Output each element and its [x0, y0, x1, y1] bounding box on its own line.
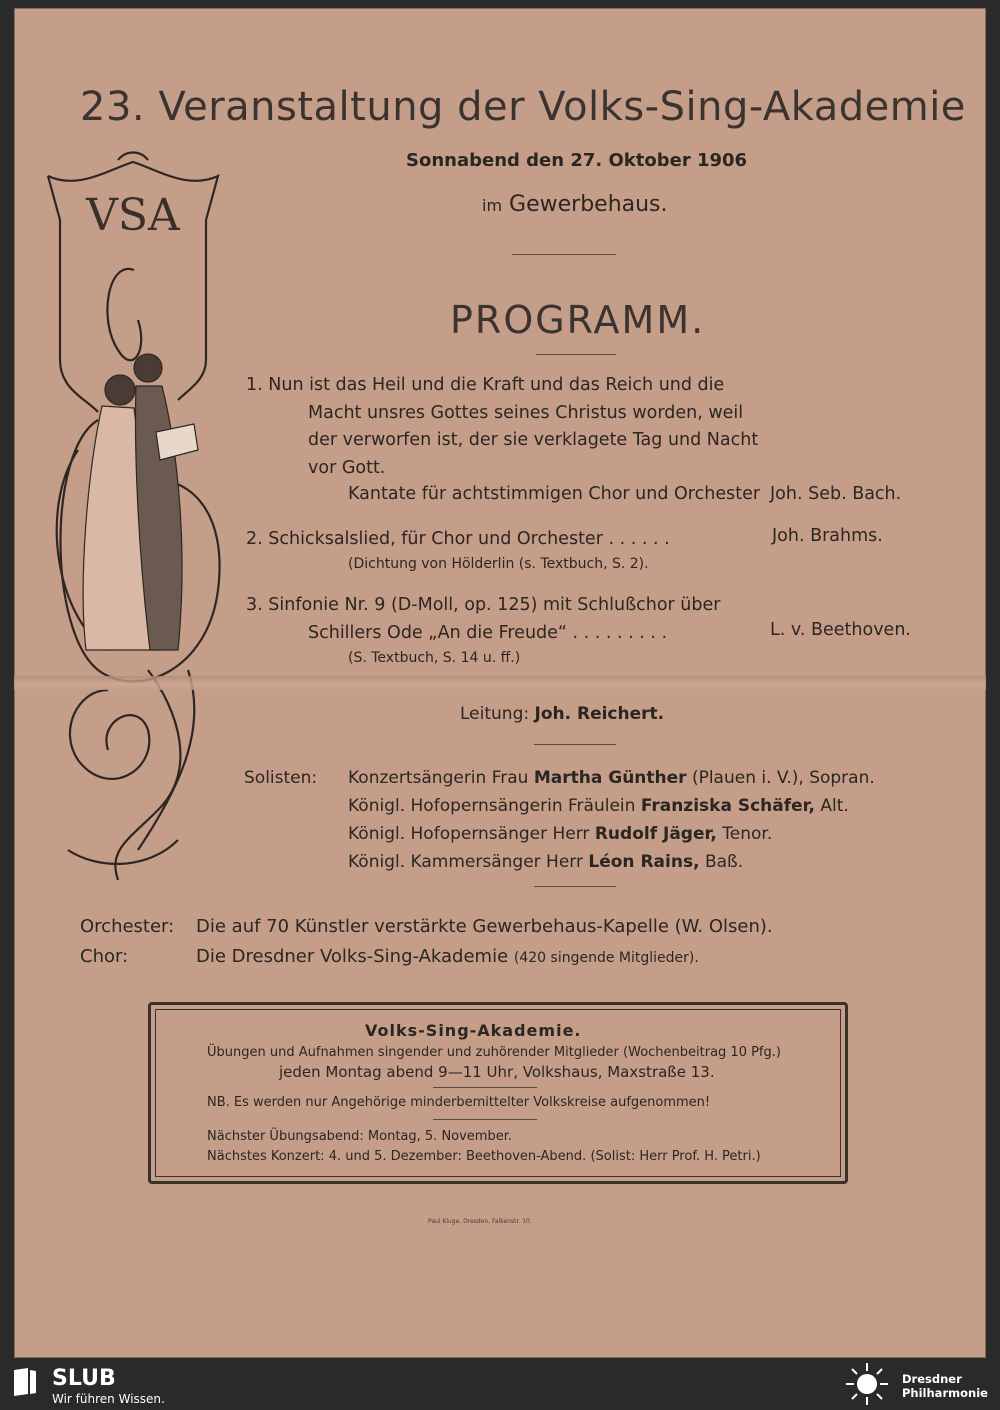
venue-prefix: im [482, 196, 503, 215]
slub-logo-icon [10, 1366, 40, 1398]
vsa-monogram: VSA [86, 190, 180, 241]
item-line: der verworfen ist, der sie verklagete Tag und Nacht [308, 430, 759, 450]
item-composer: L. v. Beethoven. [770, 620, 911, 640]
program-item-3 [246, 592, 720, 647]
printer-imprint: Paul Kluge, Dresden, Falkenstr. 10. [428, 1218, 532, 1225]
footer-bar [0, 1358, 1000, 1410]
poster-title: 23. Veranstaltung der Volks-Sing-Akademie [80, 84, 966, 130]
choir-singers-illustration [38, 150, 228, 890]
divider [536, 354, 616, 355]
conductor-label: Leitung: [460, 704, 530, 724]
box-line-1: Übungen und Aufnahmen singender und zuhörender Mitglieder (Wochenbeitrag 10 Pfg.) [207, 1045, 781, 1060]
poster-sheet [14, 8, 986, 1358]
event-date: Sonnabend den 27. Oktober 1906 [406, 150, 748, 171]
divider [534, 886, 616, 887]
soloist-row: Königl. Kammersänger Herr Léon Rains, Baß. [348, 852, 744, 872]
box-line-2: jeden Montag abend 9—11 Uhr, Volkshaus, Maxstraße 13. [279, 1063, 715, 1081]
choir-label: Chor: [80, 946, 129, 967]
soloist-row: Konzertsängerin Frau Martha Günther (Plauen i. V.), Sopran. [348, 768, 875, 788]
program-item-2: 2. Schicksalslied, für Chor und Orchester . . . . . . [246, 529, 670, 549]
slub-brand[interactable]: SLUB [52, 1366, 116, 1391]
conductor [460, 704, 664, 724]
divider [534, 744, 616, 745]
orchestra-label: Orchester: [80, 916, 175, 937]
event-venue [482, 192, 668, 217]
choir-text: Die Dresdner Volks-Sing-Akademie (420 singende Mitglieder). [196, 946, 699, 967]
item-line: Macht unsres Gottes seines Christus worden, weil [308, 402, 744, 423]
divider [433, 1119, 537, 1120]
conductor-name: Joh. Reichert. [534, 704, 665, 724]
box-title: Volks-Sing-Akademie. [365, 1021, 582, 1040]
item-line: Schillers Ode „An die Freude“ . . . . . . . . . [308, 622, 668, 643]
item-description: Kantate für achtstimmigen Chor und Orchester [348, 484, 761, 504]
next-concert: Nächstes Konzert: 4. und 5. Dezember: Beethoven-Abend. (Solist: Herr Prof. H. Petri.) [207, 1149, 761, 1164]
info-box [148, 1002, 848, 1184]
next-practice: Nächster Übungsabend: Montag, 5. November. [207, 1129, 513, 1144]
item-note: (S. Textbuch, S. 14 u. ff.) [348, 650, 521, 666]
soloists-label: Solisten: [244, 768, 318, 788]
item-note: (Dichtung von Hölderlin (s. Textbuch, S. 2). [348, 556, 649, 572]
venue-name: Gewerbehaus. [509, 192, 668, 217]
program-item-1 [246, 372, 758, 482]
box-nb: NB. Es werden nur Angehörige minderbemittelter Volkskreise aufgenommen! [207, 1095, 711, 1110]
item-line: vor Gott. [308, 457, 386, 478]
divider [433, 1087, 537, 1088]
item-line: 1. Nun ist das Heil und die Kraft und das Reich und die [246, 375, 725, 395]
divider [512, 254, 616, 255]
soloists-list [348, 764, 875, 876]
item-line: 3. Sinfonie Nr. 9 (D-Moll, op. 125) mit Schlußchor über [246, 595, 721, 615]
slub-tagline: Wir führen Wissen. [52, 1392, 165, 1406]
program-heading: PROGRAMM. [450, 298, 706, 342]
soloist-row: Königl. Hofopernsängerin Fräulein Franziska Schäfer, Alt. [348, 796, 849, 816]
item-composer: Joh. Brahms. [772, 526, 883, 546]
philharmonie-brand[interactable]: Dresdner Philharmonie [902, 1372, 988, 1400]
philharmonie-logo-icon [842, 1361, 892, 1407]
soloist-row: Königl. Hofopernsänger Herr Rudolf Jäger, Tenor. [348, 824, 773, 844]
orchestra-text: Die auf 70 Künstler verstärkte Gewerbehaus-Kapelle (W. Olsen). [196, 916, 773, 937]
item-composer: Joh. Seb. Bach. [770, 484, 902, 504]
